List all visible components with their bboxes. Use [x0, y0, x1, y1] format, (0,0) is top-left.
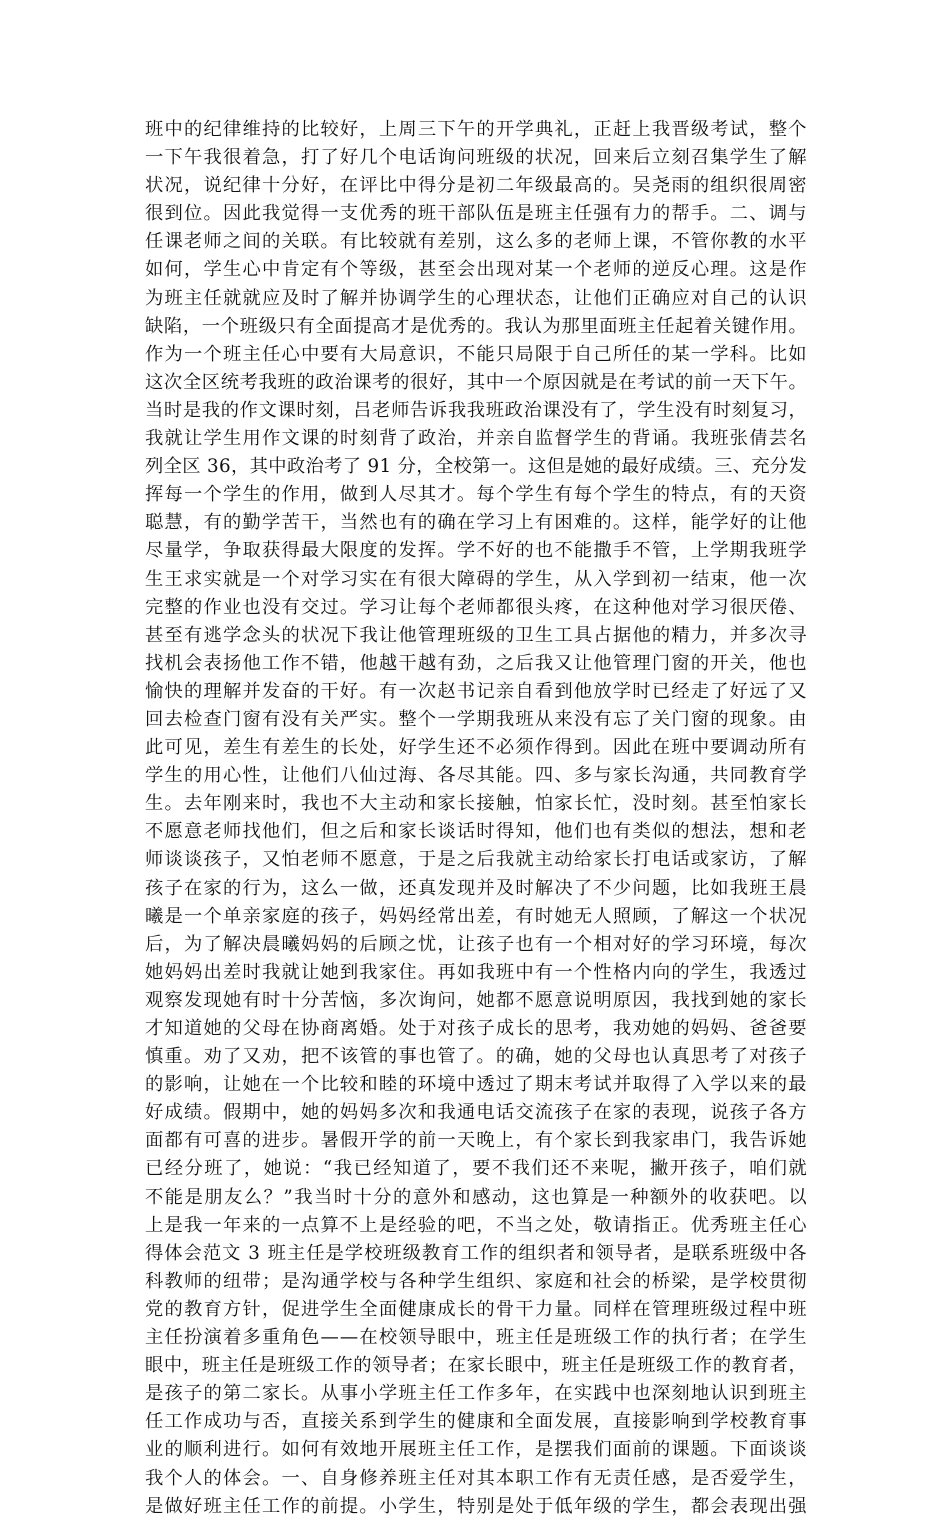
paragraph-line: 党的教育方针，促进学生全面健康成长的骨干力量。同样在管理班级过程中班: [145, 1298, 808, 1320]
paragraph-line: 面都有可喜的进步。暑假开学的前一天晚上，有个家长到我家串门，我告诉她: [145, 1130, 808, 1152]
paragraph-line: 孩子在家的行为，这么一做，还真发现并及时解决了不少问题，比如我班王晨: [145, 877, 808, 899]
paragraph-line: 才知道她的父母在协商离婚。处于对孩子成长的思考，我劝她的妈妈、爸爸要: [145, 1018, 808, 1039]
paragraph-line: 尽量学，争取获得最大限度的发挥。学不好的也不能撒手不管，上学期我班学: [145, 540, 808, 562]
paragraph-line: 如何，学生心中肯定有个等级，甚至会出现对某一个老师的逆反心理。这是作: [145, 259, 808, 281]
paragraph-line: 的影响，让她在一个比较和睦的环境中透过了期末考试并取得了入学以来的最: [145, 1074, 808, 1096]
paragraph-line: 班中的纪律维持的比较好，上周三下午的开学典礼，正赶上我晋级考试，整个: [145, 119, 808, 140]
paragraph-line: 任工作成功与否，直接关系到学生的健康和全面发展，直接影响到学校教育事: [145, 1411, 808, 1433]
paragraph-line: 主任扮演着多重角色——在校领导眼中，班主任是班级工作的执行者；在学生: [145, 1327, 808, 1349]
paragraph-line: 科教师的纽带；是沟通学校与各种学生组织、家庭和社会的桥梁，是学校贯彻: [145, 1270, 808, 1292]
paragraph-line: 作为一个班主任心中要有大局意识，不能只局限于自己所任的某一学科。比如: [145, 343, 808, 365]
paragraph-line: 为班主任就就应及时了解并协调学生的心理状态，让他们正确应对自己的认识: [145, 287, 808, 309]
paragraph-line: 师谈谈孩子，又怕老师不愿意，于是之后我就主动给家长打电话或家访，了解: [145, 849, 808, 871]
paragraph-line: 不愿意老师找他们，但之后和家长谈话时得知，他们也有类似的想法，想和老: [145, 821, 808, 843]
paragraph-line: 完整的作业也没有交过。学习让每个老师都很头疼，在这种他对学习很厌倦、: [145, 596, 808, 618]
paragraph-line: 不能是朋友么？”我当时十分的意外和感动，这也算是一种额外的收获吧。以: [145, 1186, 809, 1208]
paragraph-line: 此可见，差生有差生的长处，好学生还不必须作得到。因此在班中要调动所有: [145, 737, 808, 759]
paragraph-line: 生王求实就是一个对学习实在有很大障碍的学生，从入学到初一结束，他一次: [145, 568, 808, 590]
paragraph-line: 后，为了解决晨曦妈妈的后顾之忧，让孩子也有一个相对好的学习环境，每次: [145, 933, 808, 955]
paragraph-line: 缺陷，一个班级只有全面提高才是优秀的。我认为那里面班主任起着关键作用。: [145, 315, 808, 337]
paragraph-line: 我个人的体会。一、自身修养班主任对其本职工作有无责任感，是否爱学生，: [145, 1467, 808, 1489]
paragraph-line: 列全区 36，其中政治考了 91 分，全校第一。这但是她的最好成绩。三、充分发: [145, 456, 808, 478]
paragraph-line: 生。去年刚来时，我也不大主动和家长接触，怕家长忙，没时刻。甚至怕家长: [145, 793, 808, 815]
paragraph-line: 业的顺利进行。如何有效地开展班主任工作，是摆我们面前的课题。下面谈谈: [145, 1439, 808, 1461]
paragraph-line: 得体会范文 3 班主任是学校班级教育工作的组织者和领导者，是联系班级中各: [145, 1242, 808, 1264]
paragraph-line: 慎重。劝了又劝，把不该管的事也管了。的确，她的父母也认真思考了对孩子: [145, 1046, 808, 1068]
paragraph-line: 任课老师之间的关联。有比较就有差别，这么多的老师上课，不管你教的水平: [145, 231, 808, 253]
paragraph-line: 愉快的理解并发奋的干好。有一次赵书记亲自看到他放学时已经走了好远了又: [145, 680, 808, 702]
paragraph-line: 回去检查门窗有没有关严实。整个一学期我班从来没有忘了关门窗的现象。由: [145, 708, 808, 730]
paragraph-line: 状况，说纪律十分好，在评比中得分是初二年级最高的。吴尧雨的组织很周密: [145, 175, 808, 197]
paragraph-line: 观察发现她有时十分苦恼，多次询问，她都不愿意说明原因，我找到她的家长: [145, 989, 808, 1011]
paragraph-line: 学生的用心性，让他们八仙过海、各尽其能。四、多与家长沟通，共同教育学: [145, 765, 808, 787]
paragraph-line: 当时是我的作文课时刻，吕老师告诉我我班政治课没有了，学生没有时刻复习，: [145, 399, 808, 421]
paragraph-line: 我就让学生用作文课的时刻背了政治，并亲自监督学生的背诵。我班张倩芸名: [145, 428, 808, 450]
document-body-text: [145, 116, 807, 1521]
paragraph-line: 是孩子的第二家长。从事小学班主任工作多年，在实践中也深刻地认识到班主: [145, 1383, 808, 1405]
paragraph-line: 上是我一年来的一点算不上是经验的吧，不当之处，敬请指正。优秀班主任心: [145, 1214, 808, 1236]
paragraph-line: 聪慧，有的勤学苦干，当然也有的确在学习上有困难的。这样，能学好的让他: [145, 512, 808, 534]
paragraph-line: 这次全区统考我班的政治课考的很好，其中一个原因就是在考试的前一天下午。: [145, 371, 808, 393]
paragraph-line: 是做好班主任工作的前提。小学生，特别是处于低年级的学生，都会表现出强: [145, 1495, 808, 1517]
paragraph-line: 好成绩。假期中，她的妈妈多次和我通电话交流孩子在家的表现，说孩子各方: [145, 1102, 808, 1124]
paragraph-line: 甚至有逃学念头的状况下我让他管理班级的卫生工具占据他的精力，并多次寻: [145, 624, 808, 646]
paragraph-line: 已经分班了，她说：“我已经知道了，要不我们还不来呢，撇开孩子，咱们就: [145, 1158, 809, 1180]
paragraph-line: 挥每一个学生的作用，做到人尽其才。每个学生有每个学生的特点，有的天资: [145, 484, 808, 506]
paragraph-line: 找机会表扬他工作不错，他越干越有劲，之后我又让他管理门窗的开关，他也: [145, 652, 808, 674]
paragraph-line: 很到位。因此我觉得一支优秀的班干部队伍是班主任强有力的帮手。二、调与: [145, 203, 808, 225]
paragraph-line: 她妈妈出差时我就让她到我家住。再如我班中有一个性格内向的学生，我透过: [145, 961, 808, 983]
paragraph-line: 曦是一个单亲家庭的孩子，妈妈经常出差，有时她无人照顾，了解这一个状况: [145, 905, 808, 927]
paragraph-line: 眼中，班主任是班级工作的领导者；在家长眼中，班主任是班级工作的教育者，: [145, 1355, 808, 1377]
paragraph-line: 一下午我很着急，打了好几个电话询问班级的状况，回来后立刻召集学生了解: [145, 147, 808, 169]
